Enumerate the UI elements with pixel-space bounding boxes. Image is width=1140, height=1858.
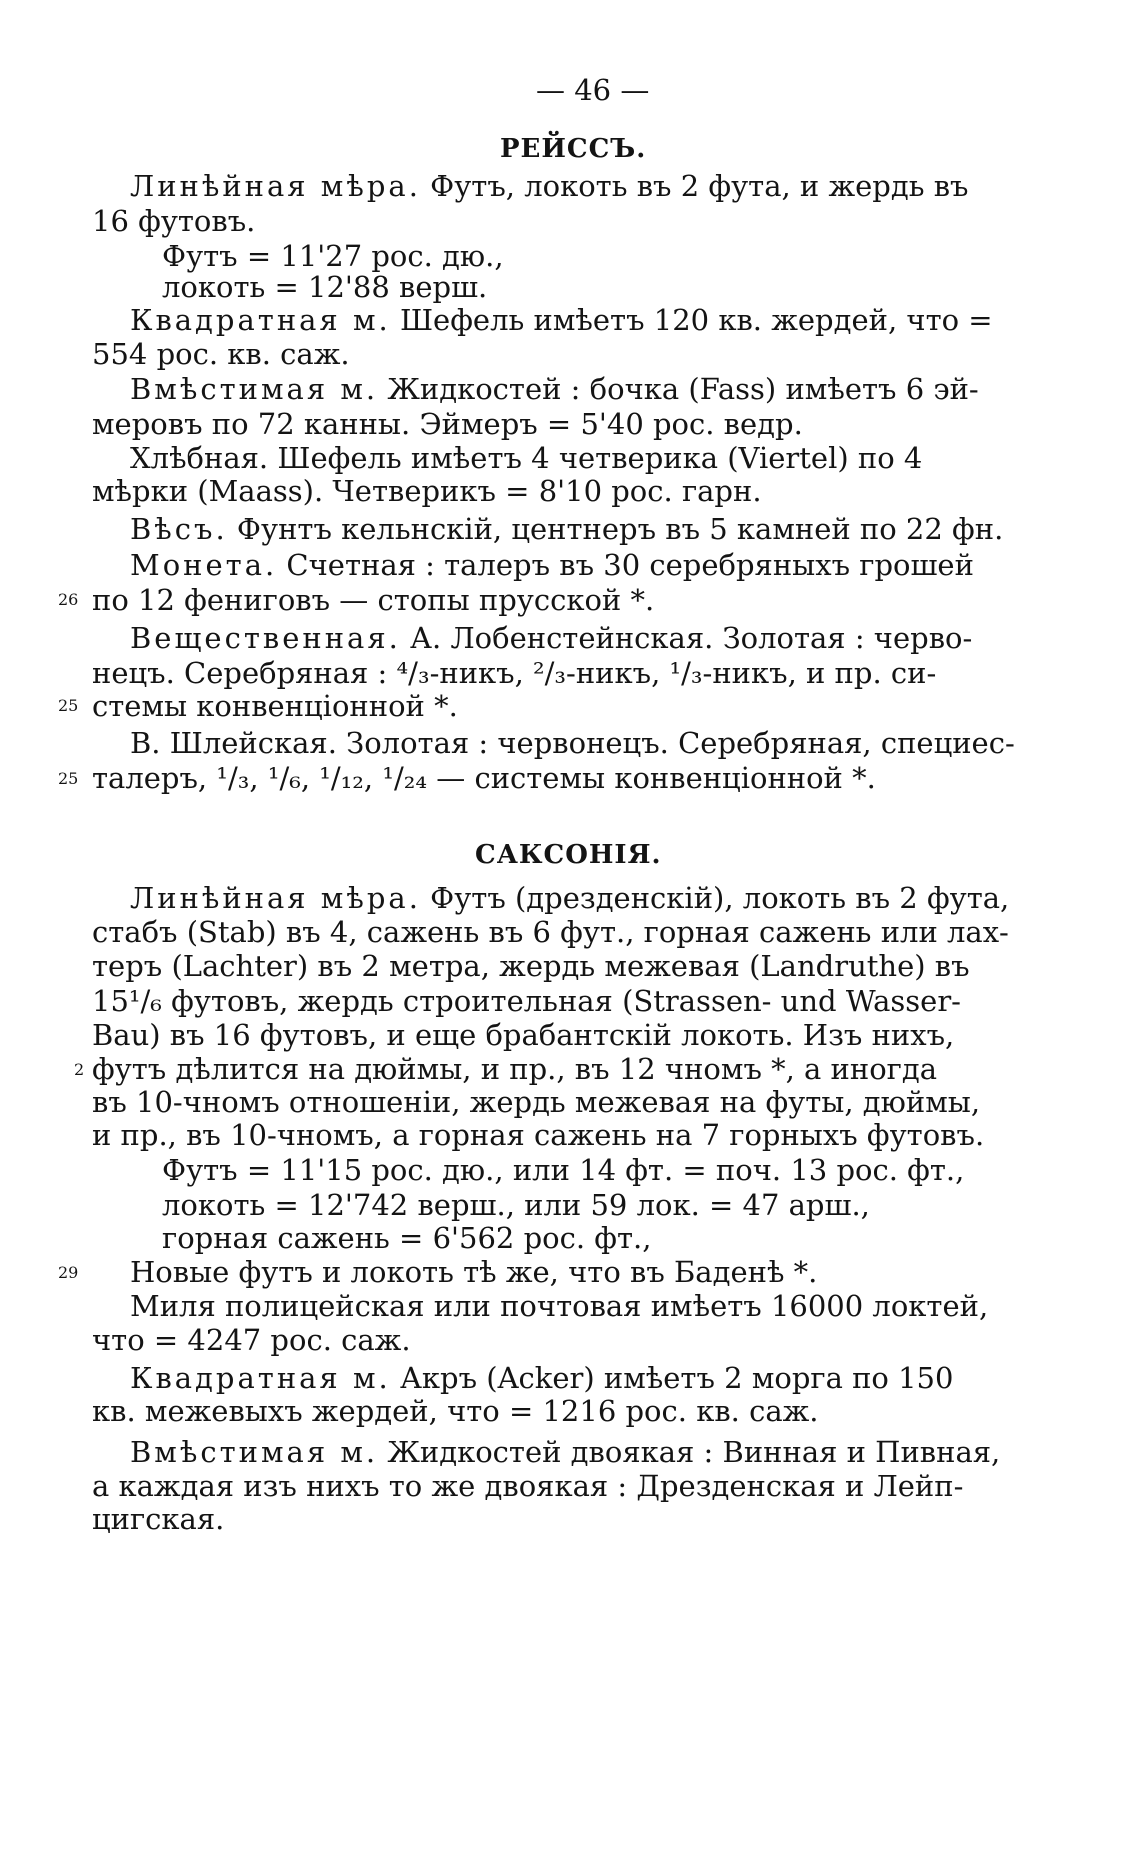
text-line: Квадратная м. Шефель имѣетъ 120 кв. жердей, что = [130,303,993,337]
text-line: 15¹/₆ футовъ, жердь строительная (Strassen- und Wasser- [92,984,961,1018]
text-line: талеръ, ¹/₃, ¹/₆, ¹/₁₂, ¹/₂₄ — системы конвенціонной *. [92,761,876,795]
text-line: въ 10-чномъ отношеніи, жердь межевая на футы, дюймы, [92,1085,981,1119]
text-line: локоть = 12'88 верш. [162,270,488,304]
text-line: Новые футъ и локоть тѣ же, что въ Баденѣ *. [130,1255,818,1289]
text-line: горная сажень = 6'562 рос. фт., [162,1221,652,1255]
text-line: нецъ. Серебряная : ⁴/₃-никъ, ²/₃-никъ, ¹/₃-никъ, и пр. си- [92,656,937,690]
text-line: кв. межевыхъ жердей, что = 1216 рос. кв. саж. [92,1394,819,1428]
text-line: Вѣсъ. Фунтъ кельнскій, центнеръ въ 5 камней по 22 фн. [130,512,1004,546]
margin-note: 2 [74,1060,85,1079]
text-line: B. Шлейская. Золотая : червонецъ. Серебряная, специес- [130,726,1015,760]
section-title-saxony: САКСОНІЯ. [475,840,662,870]
text-line: теръ (Lachter) въ 2 метра, жердь межевая (Landruthe) въ [92,949,970,983]
margin-note: 25 [58,769,79,788]
text-line: Миля полицейская или почтовая имѣетъ 16000 локтей, [130,1289,989,1323]
text-line: стемы конвенціонной *. [92,689,458,723]
text-line: меровъ по 72 канны. Эймеръ = 5'40 рос. ведр. [92,407,803,441]
section-title-reuss: РЕЙССЪ. [500,134,647,164]
text-line: Вмѣстимая м. Жидкостей : бочка (Fass) имѣетъ 6 эй- [130,372,979,406]
text-line: Bau) въ 16 футовъ, и еще брабантскій локоть. Изъ нихъ, [92,1018,955,1052]
margin-note: 26 [58,590,79,609]
text-line: что = 4247 рос. саж. [92,1323,411,1357]
text-line: Монета. Счетная : талеръ въ 30 серебряныхъ грошей [130,548,974,582]
text-line: футъ дѣлится на дюймы, и пр., въ 12 чномъ *, а иногда [92,1052,938,1086]
text-line: Футъ = 11'15 рос. дю., или 14 фт. = поч. 13 рос. фт., [162,1153,965,1187]
text-line: стабъ (Stab) въ 4, сажень въ 6 фут., горная сажень или лах- [92,915,1009,949]
text-line: локоть = 12'742 верш., или 59 лок. = 47 арш., [162,1188,870,1222]
text-line: Вещественная. А. Лобенстейнская. Золотая : черво- [130,621,973,655]
text-line: и пр., въ 10-чномъ, а горная сажень на 7 горныхъ футовъ. [92,1118,985,1152]
text-line: Футъ = 11'27 рос. дю., [162,239,504,273]
text-line: мѣрки (Maass). Четверикъ = 8'10 рос. гарн. [92,474,762,508]
text-line: по 12 фениговъ — стопы прусской *. [92,583,655,617]
text-line: Линѣйная мѣра. Футъ, локоть въ 2 фута, и жердь въ [130,169,969,203]
text-line: а каждая изъ нихъ то же двоякая : Дрезденская и Лейп- [92,1469,964,1503]
text-line: цигская. [92,1502,225,1536]
text-line: Квадратная м. Акръ (Acker) имѣетъ 2 морга по 150 [130,1361,954,1395]
text-line: Вмѣстимая м. Жидкостей двоякая : Винная и Пивная, [130,1435,1001,1469]
text-line: 16 футовъ. [92,204,256,238]
margin-note: 29 [58,1263,79,1282]
page-number: — 46 — [536,73,650,107]
margin-note: 25 [58,696,79,715]
text-line: Хлѣбная. Шефель имѣетъ 4 четверика (Viertel) по 4 [130,441,923,475]
text-line: Линѣйная мѣра. Футъ (дрезденскій), локоть въ 2 фута, [130,881,1010,915]
text-line: 554 рос. кв. саж. [92,337,350,371]
